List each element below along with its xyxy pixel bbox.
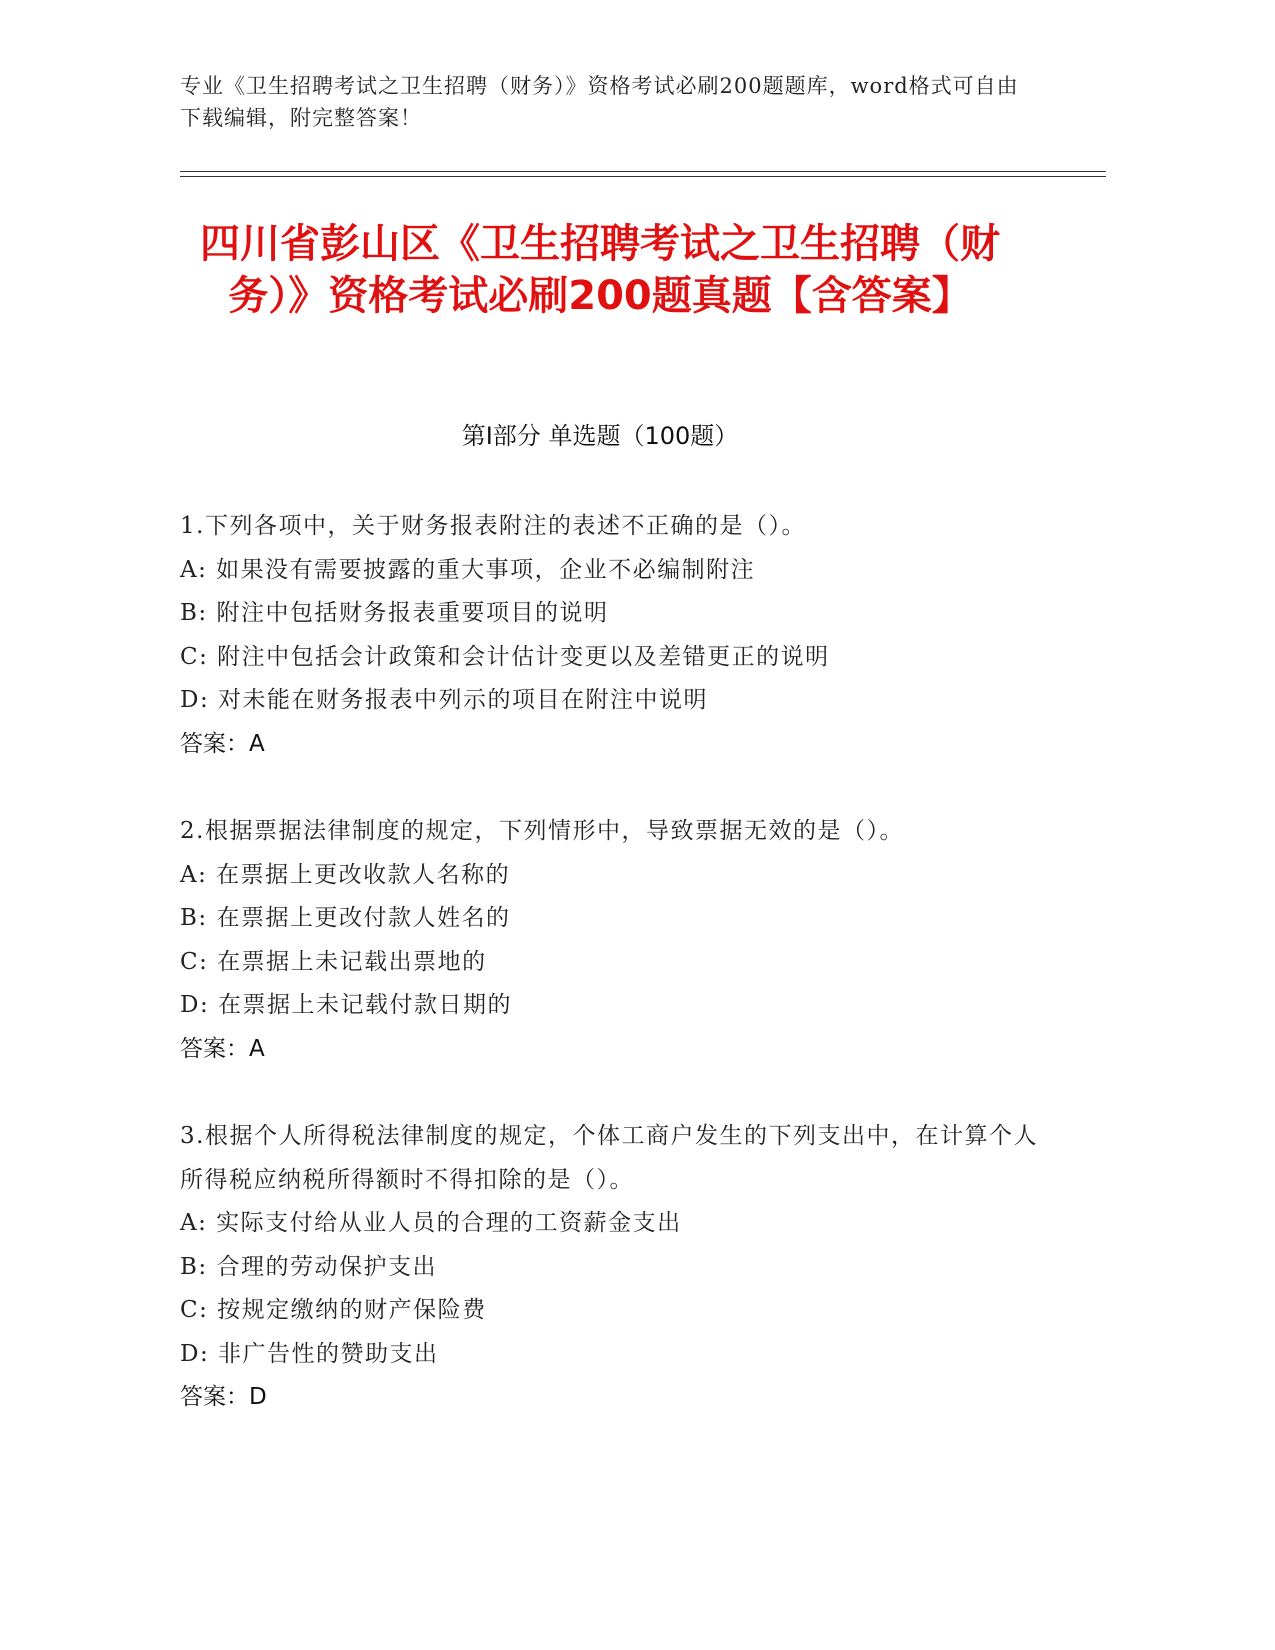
answer-line: 答案：A xyxy=(180,730,265,757)
option-a: A: 如果没有需要披露的重大事项，企业不必编制附注 xyxy=(180,556,756,583)
option-d: D: 在票据上未记载付款日期的 xyxy=(180,992,513,1018)
option-d: D: 对未能在财务报表中列示的项目在附注中说明 xyxy=(180,687,709,713)
option-b: B: 合理的劳动保护支出 xyxy=(180,1253,437,1280)
option-c: C: 按规定缴纳的财产保险费 xyxy=(180,1297,487,1323)
answer-line: 答案：A xyxy=(180,1035,265,1062)
option-a: A: 实际支付给从业人员的合理的工资薪金支出 xyxy=(180,1210,682,1236)
question-3 xyxy=(180,1115,1040,1420)
answer-line: 答案：D xyxy=(180,1384,267,1410)
option-a: A: 在票据上更改收款人名称的 xyxy=(180,861,511,888)
question-1 xyxy=(180,505,1040,766)
question-stem: 3.根据个人所得税法律制度的规定，个体工商户发生的下列支出中，在计算个人所得税应纳税所得额时不得扣除的是（）。 xyxy=(180,1123,1038,1193)
header-divider-bottom xyxy=(180,176,1106,177)
question-stem: 1.下列各项中，关于财务报表附注的表述不正确的是（）。 xyxy=(180,513,806,539)
question-2 xyxy=(180,810,1040,1071)
option-b: B: 附注中包括财务报表重要项目的说明 xyxy=(180,600,609,626)
section-title: 第I部分 单选题（100题） xyxy=(461,422,739,450)
option-d: D: 非广告性的赞助支出 xyxy=(180,1340,439,1367)
option-b: B: 在票据上更改付款人姓名的 xyxy=(180,905,511,931)
document-title: 四川省彭山区《卫生招聘考试之卫生招聘（财务）》资格考试必刷200题真题【含答案】 xyxy=(200,221,1000,319)
header-note: 专业《卫生招聘考试之卫生招聘（财务）》资格考试必刷200题题库，word格式可自由下载编辑，附完整答案！ xyxy=(180,74,1019,130)
option-c: C: 在票据上未记载出票地的 xyxy=(180,948,487,975)
option-c: C: 附注中包括会计政策和会计估计变更以及差错更正的说明 xyxy=(180,643,830,670)
header-divider-top xyxy=(180,171,1106,172)
question-stem: 2.根据票据法律制度的规定，下列情形中，导致票据无效的是（）。 xyxy=(180,818,904,844)
